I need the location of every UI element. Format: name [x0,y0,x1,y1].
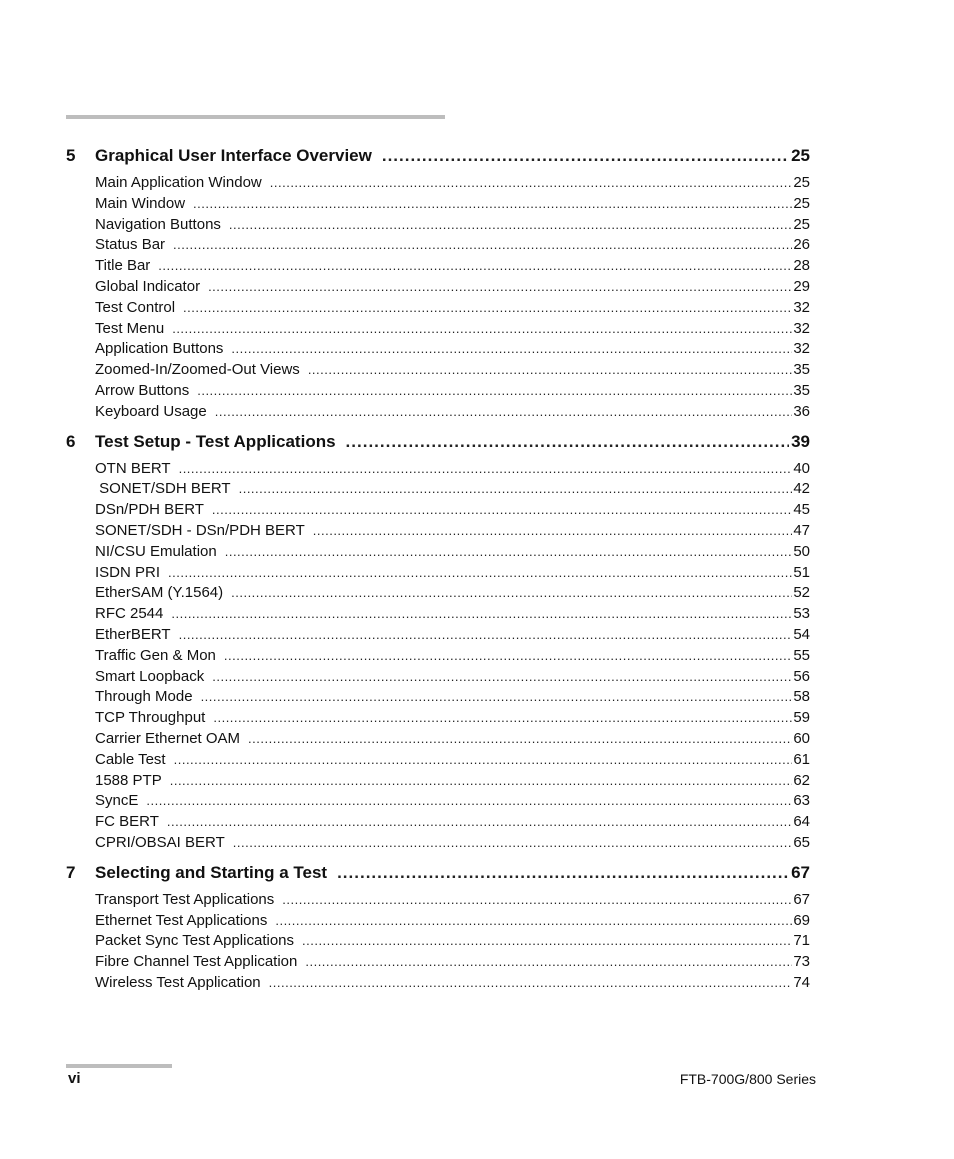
entry-title: Zoomed-In/Zoomed-Out Views [95,361,300,379]
entry-title: Through Mode [95,688,193,706]
entry-page-number: 32 [793,319,810,337]
dot-leader [231,341,792,356]
dot-leader [233,835,793,850]
dot-leader [183,300,792,315]
dot-leader [337,863,789,883]
entry-page-number: 47 [793,521,810,539]
dot-leader [248,731,792,746]
entry-page-number: 32 [793,298,810,316]
dot-leader [171,606,792,621]
dot-leader [158,258,792,273]
toc-entry[interactable] [95,340,810,361]
entry-title: Application Buttons [95,340,224,358]
entry-page-number: 69 [793,911,810,929]
entry-page-number: 64 [793,813,810,831]
toc-entry[interactable] [95,320,810,341]
toc-entry[interactable] [95,543,810,564]
toc-entry[interactable] [95,647,810,668]
toc-entry[interactable] [95,953,810,974]
dot-leader [313,523,793,538]
entry-title: Traffic Gen & Mon [95,646,216,664]
toc-entry[interactable] [95,932,810,953]
entry-title: Cable Test [95,750,166,768]
entry-page-number: 61 [793,750,810,768]
entry-page-number: 28 [793,257,810,275]
toc-entry[interactable] [95,216,810,237]
entry-title: ISDN PRI [95,563,161,581]
chapter-page-number: 67 [791,862,810,882]
entry-page-number: 63 [793,792,810,810]
entry-page-number: 42 [793,480,810,498]
toc-entry[interactable] [95,834,810,855]
dot-leader [382,146,789,166]
entry-title: Wireless Test Application [95,973,261,991]
dot-leader [224,648,792,663]
toc-entry[interactable] [95,730,810,751]
entry-title: EtherSAM (Y.1564) [95,584,224,602]
dot-leader [197,383,792,398]
entry-title: Status Bar [95,236,166,254]
entry-title: Transport Test Applications [95,890,275,908]
entry-page-number: 40 [793,459,810,477]
toc-entry[interactable] [95,912,810,933]
dot-leader [173,237,792,252]
entry-page-number: 26 [793,236,810,254]
toc-entry[interactable] [95,522,810,543]
entry-page-number: 51 [793,563,810,581]
toc-entry[interactable] [95,626,810,647]
dot-leader [302,933,792,948]
dot-leader [146,793,792,808]
entry-page-number: 52 [793,584,810,602]
toc-entry[interactable] [95,361,810,382]
entry-page-number: 29 [793,277,810,295]
toc-entry[interactable] [95,813,810,834]
chapter-heading[interactable] [66,146,810,174]
entry-page-number: 62 [793,771,810,789]
dot-leader [167,814,792,829]
toc-entry[interactable] [95,564,810,585]
dot-leader [346,432,790,452]
entry-page-number: 60 [793,729,810,747]
entry-title: SyncE [95,792,139,810]
chapter-number: 5 [66,146,76,165]
entry-title: Keyboard Usage [95,402,207,420]
table-of-contents [66,146,810,1003]
dot-leader [179,461,793,476]
chapter-number: 7 [66,862,76,882]
entry-page-number: 74 [793,973,810,991]
entry-title: Main Application Window [95,174,262,191]
entry-title: OTN BERT [95,459,171,477]
toc-chapter [66,432,810,855]
entry-page-number: 58 [793,688,810,706]
dot-leader [215,404,793,419]
entry-title: Main Window [95,194,186,212]
toc-entry[interactable] [95,236,810,257]
dot-leader [213,710,792,725]
entry-title: Packet Sync Test Applications [95,932,294,950]
entry-title: FC BERT [95,813,159,831]
entry-title: Title Bar [95,257,151,275]
toc-entry[interactable] [95,792,810,813]
entry-page-number: 32 [793,340,810,358]
entry-title: EtherBERT [95,625,171,643]
dot-leader [179,627,793,642]
entry-page-number: 59 [793,709,810,727]
dot-leader [308,362,793,377]
chapter-page-number: 25 [791,146,810,165]
dot-leader [231,585,792,600]
entry-title: SONET/SDH BERT [95,480,231,498]
section-list [95,460,810,855]
chapter-title: Graphical User Interface Overview [95,146,372,165]
entry-title: Smart Loopback [95,667,205,685]
entry-page-number: 35 [793,381,810,399]
dot-leader [305,954,792,969]
toc-entry[interactable] [95,257,810,278]
chapter-title: Test Setup - Test Applications [95,431,336,451]
toc-entry[interactable] [95,688,810,709]
toc-entry[interactable] [95,501,810,522]
entry-title: Carrier Ethernet OAM [95,729,241,747]
entry-page-number: 25 [793,194,810,212]
entry-page-number: 53 [793,605,810,623]
toc-entry[interactable] [95,891,810,912]
toc-entry[interactable] [95,299,810,320]
entry-page-number: 67 [793,890,810,908]
entry-title: RFC 2544 [95,605,164,623]
toc-entry[interactable] [95,480,810,501]
product-series: FTB-700G/800 Series [679,1071,816,1087]
entry-title: TCP Throughput [95,709,206,727]
entry-page-number: 73 [793,953,810,971]
dot-leader [269,975,793,990]
toc-entry[interactable] [95,668,810,689]
toc-entry[interactable] [95,584,810,605]
toc-entry[interactable] [95,195,810,216]
entry-title: Fibre Channel Test Application [95,953,298,971]
header-rule [66,115,445,119]
dot-leader [229,217,792,232]
chapter-heading[interactable] [66,863,810,891]
entry-page-number: 56 [793,667,810,685]
entry-page-number: 35 [793,361,810,379]
dot-leader [212,502,792,517]
chapter-title: Selecting and Starting a Test [95,862,328,882]
entry-title: Navigation Buttons [95,215,221,233]
entry-page-number: 50 [793,542,810,560]
section-list [95,891,810,995]
entry-title: Ethernet Test Applications [95,911,268,929]
toc-entry[interactable] [95,174,810,195]
entry-title: Test Control [95,298,176,316]
entry-page-number: 55 [793,646,810,664]
dot-leader [208,279,792,294]
entry-title: 1588 PTP [95,771,162,789]
entry-title: Arrow Buttons [95,381,190,399]
section-list [95,174,810,424]
dot-leader [193,196,792,211]
entry-title: SONET/SDH - DSn/PDH BERT [95,521,305,539]
dot-leader [225,544,793,559]
entry-title: Test Menu [95,319,165,337]
dot-leader [275,913,792,928]
dot-leader [172,321,792,336]
entry-title: DSn/PDH BERT [95,501,204,519]
entry-page-number: 71 [793,932,810,950]
toc-entry[interactable] [95,709,810,730]
dot-leader [239,481,793,496]
toc-entry[interactable] [95,772,810,793]
toc-entry[interactable] [95,460,810,481]
entry-page-number: 25 [793,174,810,191]
entry-page-number: 45 [793,501,810,519]
dot-leader [170,773,793,788]
entry-title: NI/CSU Emulation [95,542,217,560]
dot-leader [212,669,792,684]
footer-rule [66,1064,172,1068]
toc-entry[interactable] [95,751,810,772]
chapter-page-number: 39 [791,431,810,451]
toc-entry[interactable] [95,403,810,424]
entry-page-number: 54 [793,625,810,643]
toc-chapter [66,863,810,995]
toc-entry[interactable] [95,382,810,403]
toc-entry[interactable] [95,974,810,995]
entry-page-number: 25 [793,215,810,233]
chapter-number: 6 [66,431,76,451]
page-number: vi [68,1070,81,1087]
toc-entry[interactable] [95,605,810,626]
toc-chapter [66,146,810,424]
toc-entry[interactable] [95,278,810,299]
dot-leader [201,689,793,704]
chapter-heading[interactable] [66,432,810,460]
entry-title: CPRI/OBSAI BERT [95,833,225,851]
dot-leader [174,752,793,767]
dot-leader [282,892,792,907]
entry-page-number: 36 [793,402,810,420]
entry-title: Global Indicator [95,277,201,295]
entry-page-number: 65 [793,833,810,851]
dot-leader [270,175,793,190]
dot-leader [168,565,792,580]
